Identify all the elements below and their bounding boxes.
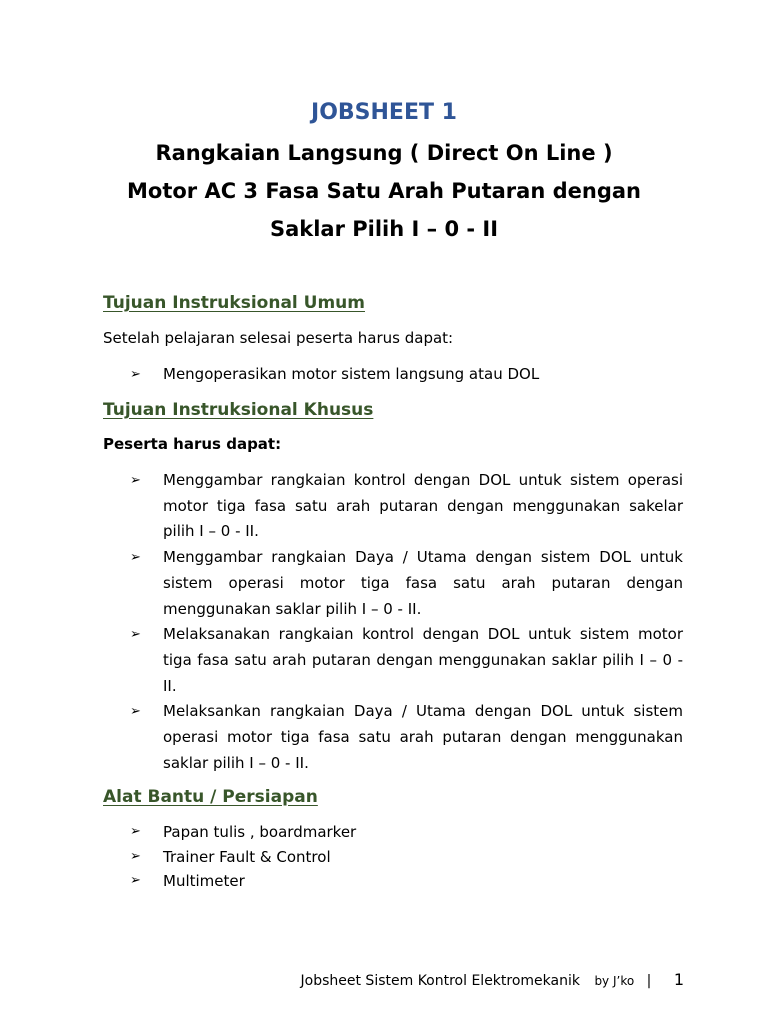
list-item: ➢ Melaksankan rangkaian Daya / Utama dengan DOL untuk sistem operasi motor tiga fasa satu arah putaran dengan menggunakan saklar pilih I – 0 - II. <box>130 699 683 776</box>
list-item: ➢ Multimeter <box>130 869 683 894</box>
tiu-list <box>130 362 683 388</box>
list-item: ➢ Papan tulis , boardmarker <box>130 820 683 845</box>
list-item: ➢ Menggambar rangkaian kontrol dengan DOL untuk sistem operasi motor tiga fasa satu arah putaran dengan menggunakan sakelar pilih I – 0 - II. <box>130 468 683 545</box>
bullet-arrow-icon: ➢ <box>130 627 141 643</box>
alat-list <box>130 820 683 894</box>
page-number: 1 <box>673 970 684 989</box>
list-item: ➢ Trainer Fault & Control <box>130 845 683 870</box>
subtitle-line-2: Motor AC 3 Fasa Satu Arah Putaran dengan <box>127 179 641 203</box>
bullet-arrow-icon: ➢ <box>130 824 141 839</box>
subtitle-line-3: Saklar Pilih I – 0 - II <box>269 217 499 241</box>
footer-title: Jobsheet Sistem Kontrol Elektromekanik <box>300 973 580 989</box>
bullet-arrow-icon: ➢ <box>130 704 141 720</box>
bullet-arrow-icon: ➢ <box>130 367 141 382</box>
footer-author: by J’ko <box>594 974 635 988</box>
subtitle-line-1: Rangkaian Langsung ( Direct On Line ) <box>155 141 613 165</box>
list-item: ➢ Melaksanakan rangkaian kontrol dengan DOL untuk sistem motor tiga fasa satu arah putaran dengan menggunakan saklar pilih I – 0 - II. <box>130 622 683 699</box>
list-item: ➢ Mengoperasikan motor sistem langsung atau DOL <box>130 362 683 388</box>
bullet-arrow-icon: ➢ <box>130 873 141 888</box>
tik-intro: Peserta harus dapat: <box>103 435 282 453</box>
heading-tujuan-umum: Tujuan Instruksional Umum <box>103 293 365 313</box>
page-footer <box>301 970 684 989</box>
bullet-arrow-icon: ➢ <box>130 550 141 566</box>
document-title: JOBSHEET 1 <box>311 100 457 125</box>
footer-separator: | <box>646 973 652 989</box>
tik-list <box>130 468 683 776</box>
heading-alat-bantu: Alat Bantu / Persiapan <box>103 787 318 807</box>
bullet-arrow-icon: ➢ <box>130 473 141 488</box>
bullet-arrow-icon: ➢ <box>130 848 141 864</box>
heading-tujuan-khusus: Tujuan Instruksional Khusus <box>103 400 374 420</box>
tiu-intro: Setelah pelajaran selesai peserta harus dapat: <box>103 329 454 347</box>
list-item: ➢ Menggambar rangkaian Daya / Utama dengan sistem DOL untuk sistem operasi motor tiga fasa satu arah putaran dengan menggunakan saklar pilih I – 0 - II. <box>130 545 683 622</box>
